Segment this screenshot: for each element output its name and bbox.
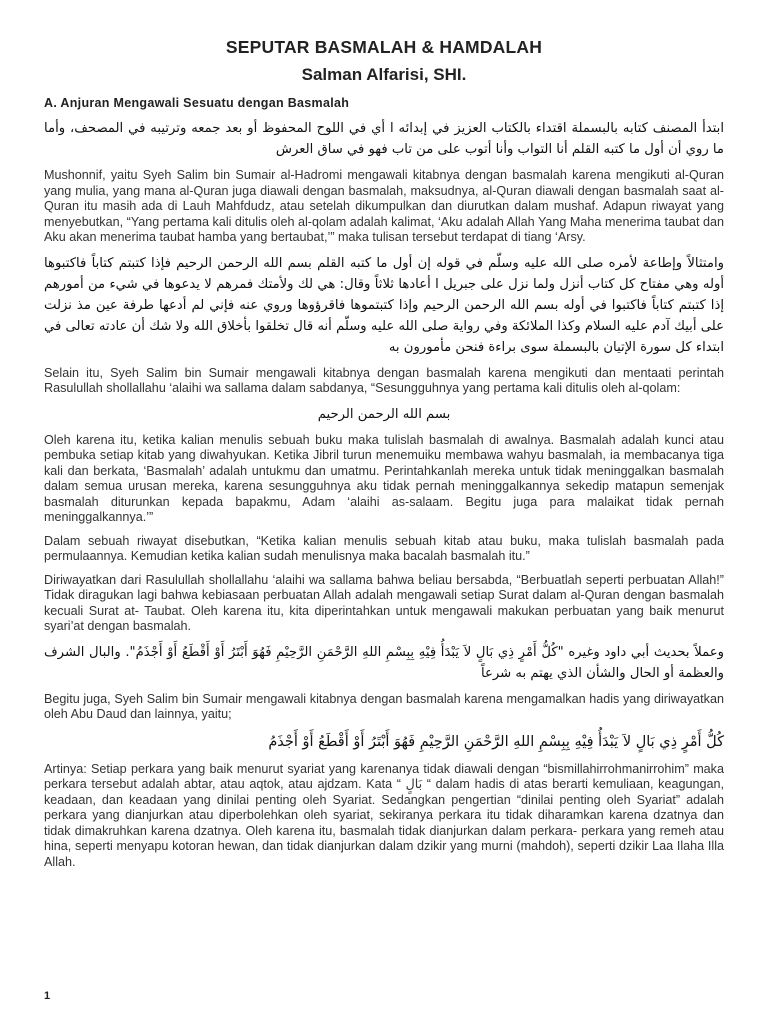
basmalah-line: بسم الله الرحمن الرحيم <box>317 406 451 422</box>
paragraph-5: Diriwayatkan dari Rasulullah shollallahu ‘alaihi wa sallama bahwa beliau bersabda, “Berbuatlah seperti perbuatan Allah!” Tidak diragukan lagi bahwa kebiasaan perbuatan Allah adalah mengawali setiap Surat dalam al-Quran dengan basmalah kecuali Surat at- Taubat. Oleh karena itu, kita diperintahkan untuk mengawali makukan perbuatan yang baik menurut syari’at dengan basmalah. <box>44 572 724 633</box>
arabic-paragraph-2: وامتثالاً وإطاعة لأمره صلى الله عليه وسلّم في قوله إن أول ما كتبه القلم بسم الله الرحمن الرحيم فإذا كتبتم كتاباً فاكتبوها أوله وهي مفتاح كل كتاب أنزل ولما نزل على جبريل ا أعادها ثلاثاً وقال: هي لك ولأمتك فمرهم لا يدعوها في شيء من أمورهم إذا كتبتم كتاباً فاكتبوا في أوله بسم الله الرحمن الرحيم وإذا كتبتموها فاقرؤوها وروي عنه فإني لم أدعها طرفة عين مذ نزلت على أبيك آدم عليه السلام وكذا الملائكة وفي رواية صلى الله عليه وسلّم أنه قال تخلقوا بأخلاق الله ولا شك أن عادته تعالى في ابتداء كل سورة الإتيان بالبسملة سوى براءة فنحن مأمورون به <box>44 255 724 355</box>
document-title: SEPUTAR BASMALAH & HAMDALAH <box>225 37 543 57</box>
page-number: 1 <box>44 990 51 1002</box>
paragraph-7: Artinya: Setiap perkara yang baik menurut syariat yang karenanya tidak diawali dengan “bismillahirrohmanirrohim” maka perkara tersebut adalah abtar, atau aqtok, atau ajdzam. Kata “ بَالٍ “ dalam hadis di atas berarti kemuliaan, keagungan, keadaan, dan keadaan yang dinilai penting oleh Syariat. Sedangkan pengertian “dinilai penting oleh Syariat” adalah perkara yang dianjurkan atau diperbolehkan oleh syariat, sekiranya perkara itu tidak diharamkan karena dzatnya dan tidak dimakruhkan karena dzatnya. Oleh karena itu, basmalah tidak dianjurkan dalam perkara- perkara yang remeh atau hina, seperti menyapu kotoran hewan, dan tidak dianjurkan dalam dzikir yang murni (mahdoh), seperti dzikir Laa Ilaha Illa Allah. <box>44 761 724 869</box>
arabic-paragraph-1: ابتدأ المصنف كتابه بالبسملة اقتداء بالكتاب العزيز في إبدائه ا أي في اللوح المحفوظ أو بعد جمعه وترتيبه في المصحف، وأما ما روي أن أول ما كتبه القلم أنا التواب وأنا أتوب على من تاب فهو في ساق العرش <box>44 121 724 157</box>
paragraph-1: Mushonnif, yaitu Syeh Salim bin Sumair al-Hadromi mengawali kitabnya dengan basmalah karena mengikuti al-Quran yang mulia, yang mana al-Quran juga diawali dengan basmalah, maksudnya, al-Quran diawali dengan basmalah saat al-Quran itu masih ada di Lauh Mahfdudz, atau setelah dikumpulkan dan diurutkan dalam mushaf. Adapun riwayat yang menyebutkan, “Yang pertama kali ditulis oleh al-qolam adalah kalimat, ‘Aku adalah Allah Yang Maha menerima taubat dan Aku akan menerima taubat hamba yang bertaubat,’” maka tulisan tersebut terdapat di tiang ‘Arsy. <box>44 168 724 244</box>
paragraph-3: Oleh karena itu, ketika kalian menulis sebuah buku maka tulislah basmalah di awalnya. Basmalah adalah kunci atau pembuka setiap kitab yang diwahyukan. Ketika Jibril turun menemuiku membawa wahyu basmalah, ia membacanya tiga kali dan berkata, ‘Basmalah’ adalah untukmu dan umatmu. Perintahkanlah mereka untuk tidak meninggalkan basmalah dalam semua urusan mereka, karena sesungguhnya aku tidak pernah meninggalkannya sekedip matapun semenjak basmalah diturunkan kepada bapakmu, Adam ‘alaihi as-salaam. Begitu juga para malaikat tidak pernah meninggalkannya.’” <box>44 432 724 524</box>
paragraph-4: Dalam sebuah riwayat disebutkan, “Ketika kalian menulis sebuah kitab atau buku, maka tulislah basmalah pada permulaannya. Kemudian ketika kalian sudah menulisnya maka bacalah basmalah itu.” <box>44 533 724 563</box>
paragraph-6: Begitu juga, Syeh Salim bin Sumair mengawali kitabnya dengan basmalah karena mengamalkan hadis yang diriwayatkan oleh Abu Daud dan lainnya, yaitu; <box>44 691 724 721</box>
author-name: Salman Alfarisi, SHI. <box>301 65 467 84</box>
section-heading-a: A. Anjuran Mengawali Sesuatu dengan Basmalah <box>44 96 350 110</box>
hadith-line: كُلُّ أَمْرٍ ذِي بَالٍ لاَ يَبْدَأُ فِيْهِ بِبِسْمِ اللهِ الرَّحْمَنِ الرَّحِيْمِ فَهُوَ أَبْتَرُ أَوْ أَقْطَعُ أَوْ أَجْذَمُ <box>268 733 724 750</box>
arabic-paragraph-3: وعملاً بحديث أبي داود وغيره "كُلُّ أَمْرٍ ذِي بَالٍ لاَ يَبْدَأُ فِيْهِ بِبِسْمِ اللهِ الرَّحْمَنِ الرَّحِيْمِ فَهُوَ أَبْتَرُ أَوْ أَقْطَعُ أَوْ أَجْذَمُ". والبال الشرف والعظمة أو الحال والشأن الذي يهتم به شرعاً <box>44 644 724 681</box>
paragraph-2: Selain itu, Syeh Salim bin Sumair mengawali kitabnya dengan basmalah karena mengikuti dan mentaati perintah Rasulullah shollallahu ‘alaihi wa sallama dalam sabdanya, “Sesungguhnya yang pertama kali ditulis oleh al-qolam: <box>44 365 724 395</box>
